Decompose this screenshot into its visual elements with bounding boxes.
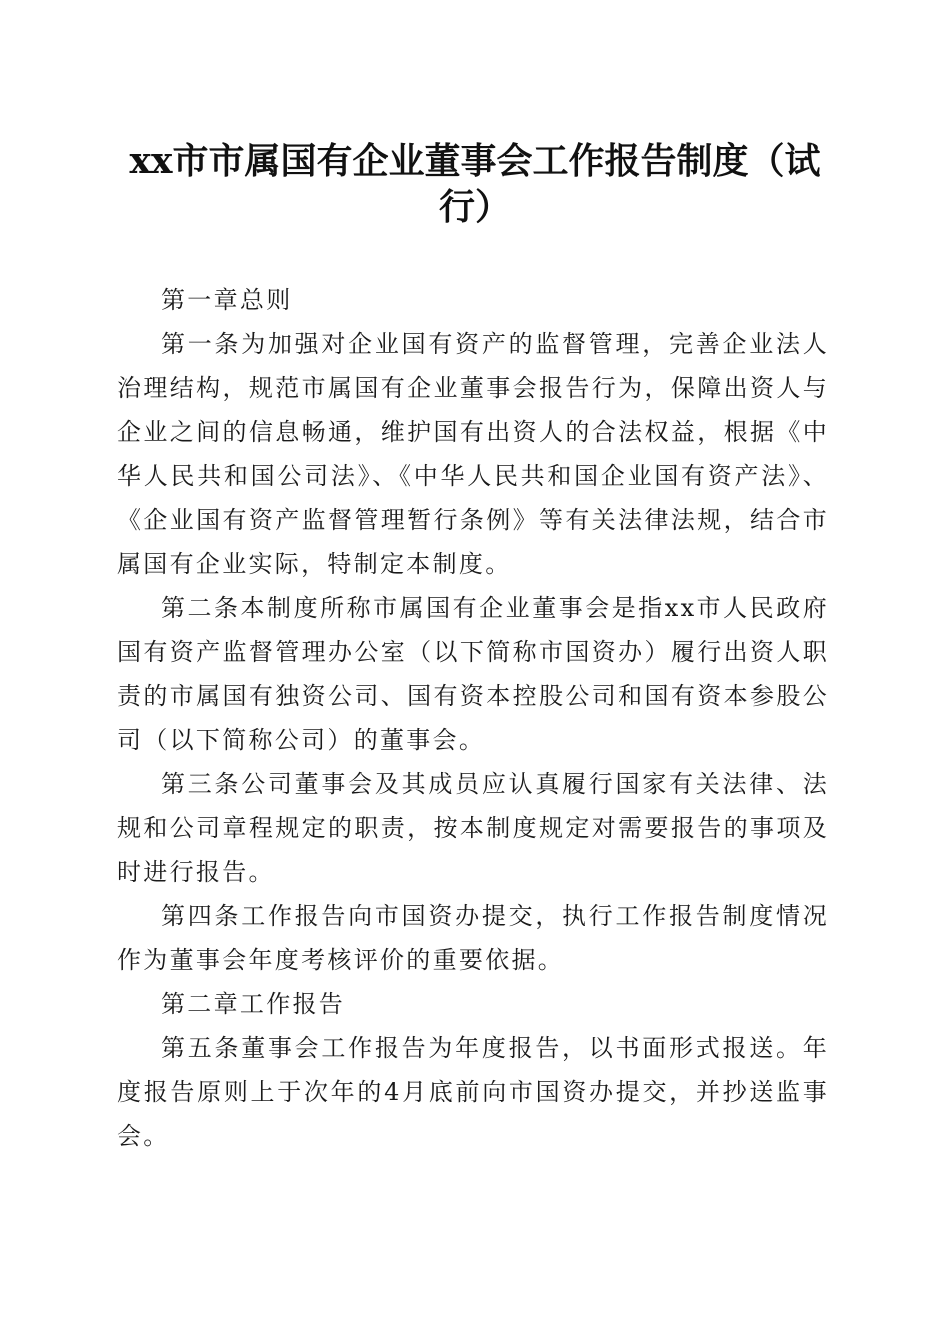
document-body: [117, 278, 829, 1158]
article-paragraph: 第三条公司董事会及其成员应认真履行国家有关法律、法规和公司章程规定的职责，按本制度规定对需要报告的事项及时进行报告。: [117, 770, 829, 886]
chapter-heading: 第二章工作报告: [161, 990, 346, 1018]
article-paragraph: 第一条为加强对企业国有资产的监督管理，完善企业法人治理结构，规范市属国有企业董事会报告行为，保障出资人与企业之间的信息畅通，维护国有出资人的合法权益，根据《中华人民共和国公司法》、《中华人民共和国企业国有资产法》、《企业国有资产监督管理暂行条例》等有关法律法规，结合市属国有企业实际，特制定本制度。: [117, 330, 829, 578]
chapter-heading: 第一章总则: [161, 286, 293, 314]
article-paragraph: 第五条董事会工作报告为年度报告，以书面形式报送。年度报告原则上于次年的4月底前向市国资办提交，并抄送监事会。: [117, 1034, 829, 1150]
article-paragraph: 第二条本制度所称市属国有企业董事会是指xx市人民政府国有资产监督管理办公室（以下简称市国资办）履行出资人职责的市属国有独资公司、国有资本控股公司和国有资本参股公司（以下简称公司）的董事会。: [117, 594, 829, 754]
document-title: xx市市属国有企业董事会工作报告制度（试行）: [129, 140, 821, 228]
article-paragraph: 第四条工作报告向市国资办提交，执行工作报告制度情况作为董事会年度考核评价的重要依据。: [117, 902, 829, 974]
